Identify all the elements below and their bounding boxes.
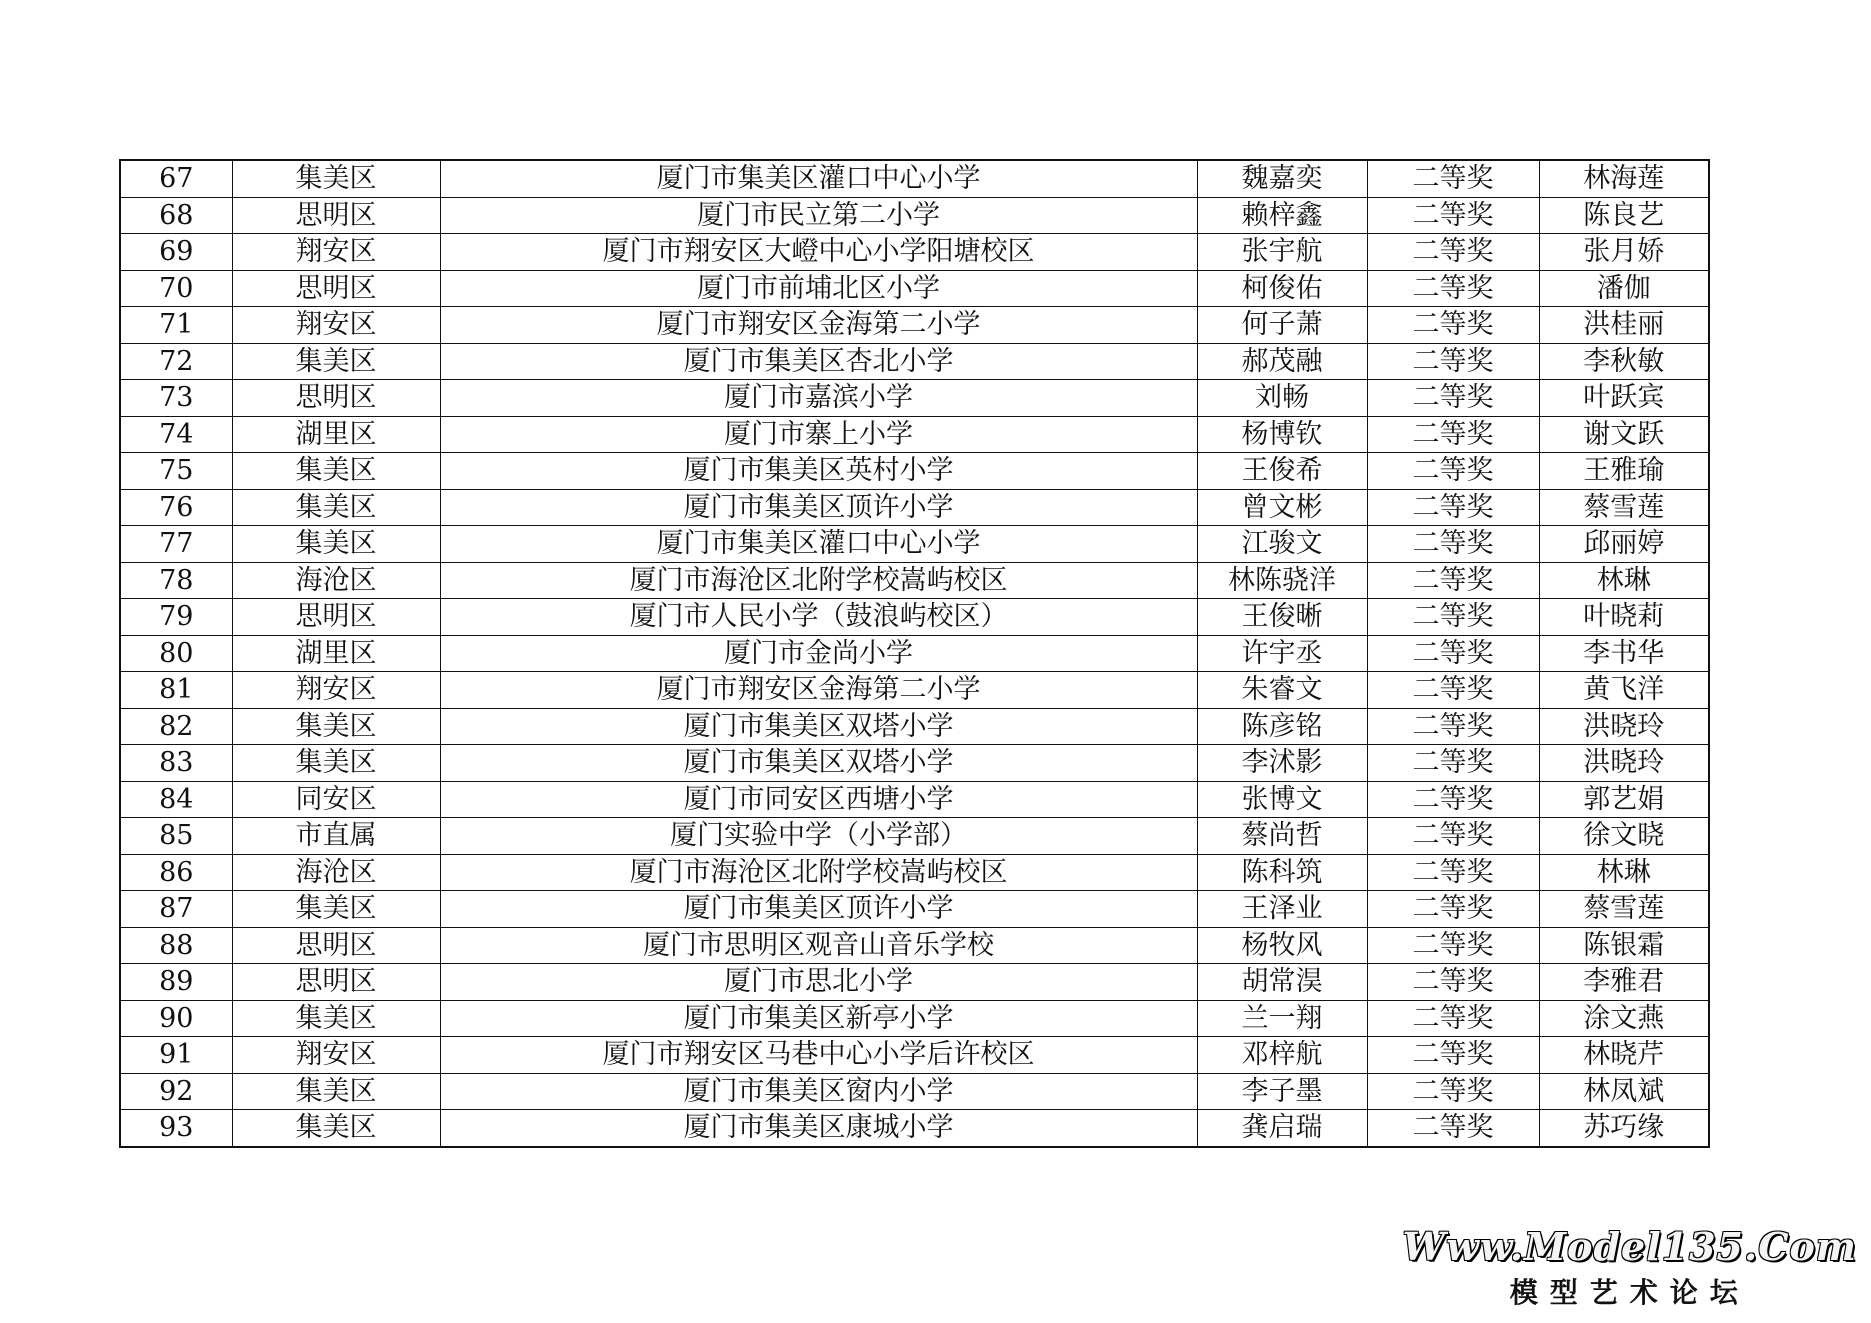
row-number-cell: 83 <box>120 745 232 782</box>
row-number-cell: 81 <box>120 672 232 709</box>
student-name-cell: 李子墨 <box>1197 1073 1367 1110</box>
district-cell: 海沧区 <box>232 562 440 599</box>
student-name-cell: 赖梓鑫 <box>1197 197 1367 234</box>
teacher-name-cell: 叶晓莉 <box>1539 599 1709 636</box>
table-row <box>120 1110 1709 1147</box>
school-name-cell: 厦门市金尚小学 <box>440 635 1197 672</box>
student-name-cell: 杨牧风 <box>1197 927 1367 964</box>
school-name-cell: 厦门市集美区康城小学 <box>440 1110 1197 1147</box>
table-row <box>120 489 1709 526</box>
award-level-cell: 二等奖 <box>1367 891 1539 928</box>
school-name-cell: 厦门市集美区灌口中心小学 <box>440 160 1197 197</box>
district-cell: 同安区 <box>232 781 440 818</box>
award-level-cell: 二等奖 <box>1367 343 1539 380</box>
award-level-cell: 二等奖 <box>1367 964 1539 1001</box>
row-number-cell: 74 <box>120 416 232 453</box>
award-level-cell: 二等奖 <box>1367 562 1539 599</box>
student-name-cell: 兰一翔 <box>1197 1000 1367 1037</box>
table-row <box>120 927 1709 964</box>
row-number-cell: 89 <box>120 964 232 1001</box>
teacher-name-cell: 张月娇 <box>1539 234 1709 271</box>
school-name-cell: 厦门市思北小学 <box>440 964 1197 1001</box>
student-name-cell: 张博文 <box>1197 781 1367 818</box>
school-name-cell: 厦门市海沧区北附学校嵩屿校区 <box>440 854 1197 891</box>
district-cell: 集美区 <box>232 160 440 197</box>
teacher-name-cell: 林琳 <box>1539 854 1709 891</box>
teacher-name-cell: 洪桂丽 <box>1539 307 1709 344</box>
student-name-cell: 陈彦铭 <box>1197 708 1367 745</box>
school-name-cell: 厦门市集美区新亭小学 <box>440 1000 1197 1037</box>
teacher-name-cell: 谢文跃 <box>1539 416 1709 453</box>
school-name-cell: 厦门市集美区双塔小学 <box>440 745 1197 782</box>
student-name-cell: 胡常淏 <box>1197 964 1367 1001</box>
table-row <box>120 1073 1709 1110</box>
table-row <box>120 1000 1709 1037</box>
row-number-cell: 72 <box>120 343 232 380</box>
school-name-cell: 厦门市海沧区北附学校嵩屿校区 <box>440 562 1197 599</box>
row-number-cell: 91 <box>120 1037 232 1074</box>
row-number-cell: 85 <box>120 818 232 855</box>
table-row <box>120 635 1709 672</box>
teacher-name-cell: 林琳 <box>1539 562 1709 599</box>
teacher-name-cell: 苏巧缘 <box>1539 1110 1709 1147</box>
row-number-cell: 84 <box>120 781 232 818</box>
district-cell: 思明区 <box>232 197 440 234</box>
row-number-cell: 68 <box>120 197 232 234</box>
award-level-cell: 二等奖 <box>1367 708 1539 745</box>
row-number-cell: 80 <box>120 635 232 672</box>
student-name-cell: 张宇航 <box>1197 234 1367 271</box>
district-cell: 海沧区 <box>232 854 440 891</box>
district-cell: 思明区 <box>232 599 440 636</box>
award-level-cell: 二等奖 <box>1367 1000 1539 1037</box>
teacher-name-cell: 徐文晓 <box>1539 818 1709 855</box>
watermark-site: Www.Model135.Com <box>1402 1224 1857 1269</box>
award-level-cell: 二等奖 <box>1367 1110 1539 1147</box>
district-cell: 翔安区 <box>232 672 440 709</box>
school-name-cell: 厦门市集美区窗内小学 <box>440 1073 1197 1110</box>
teacher-name-cell: 林晓芹 <box>1539 1037 1709 1074</box>
student-name-cell: 李沭影 <box>1197 745 1367 782</box>
award-level-cell: 二等奖 <box>1367 781 1539 818</box>
school-name-cell: 厦门市思明区观音山音乐学校 <box>440 927 1197 964</box>
district-cell: 翔安区 <box>232 1037 440 1074</box>
row-number-cell: 73 <box>120 380 232 417</box>
table-row <box>120 234 1709 271</box>
award-list-body <box>120 160 1709 1147</box>
row-number-cell: 90 <box>120 1000 232 1037</box>
school-name-cell: 厦门市集美区顶许小学 <box>440 891 1197 928</box>
teacher-name-cell: 洪晓玲 <box>1539 708 1709 745</box>
table-row <box>120 416 1709 453</box>
table-row <box>120 1037 1709 1074</box>
teacher-name-cell: 陈良艺 <box>1539 197 1709 234</box>
teacher-name-cell: 李雅君 <box>1539 964 1709 1001</box>
student-name-cell: 陈科筑 <box>1197 854 1367 891</box>
table-row <box>120 160 1709 197</box>
award-level-cell: 二等奖 <box>1367 635 1539 672</box>
table-row <box>120 708 1709 745</box>
student-name-cell: 许宇丞 <box>1197 635 1367 672</box>
award-level-cell: 二等奖 <box>1367 197 1539 234</box>
student-name-cell: 杨博钦 <box>1197 416 1367 453</box>
student-name-cell: 王俊晰 <box>1197 599 1367 636</box>
district-cell: 集美区 <box>232 891 440 928</box>
table-row <box>120 270 1709 307</box>
award-level-cell: 二等奖 <box>1367 307 1539 344</box>
student-name-cell: 何子萧 <box>1197 307 1367 344</box>
student-name-cell: 曾文彬 <box>1197 489 1367 526</box>
school-name-cell: 厦门市集美区双塔小学 <box>440 708 1197 745</box>
student-name-cell: 王泽业 <box>1197 891 1367 928</box>
award-level-cell: 二等奖 <box>1367 1037 1539 1074</box>
table-row <box>120 197 1709 234</box>
award-level-cell: 二等奖 <box>1367 745 1539 782</box>
watermark-name: 模型艺术论坛 <box>1509 1276 1750 1309</box>
table-row <box>120 526 1709 563</box>
school-name-cell: 厦门市翔安区马巷中心小学后许校区 <box>440 1037 1197 1074</box>
district-cell: 湖里区 <box>232 416 440 453</box>
student-name-cell: 刘畅 <box>1197 380 1367 417</box>
school-name-cell: 厦门市集美区灌口中心小学 <box>440 526 1197 563</box>
row-number-cell: 87 <box>120 891 232 928</box>
district-cell: 集美区 <box>232 708 440 745</box>
table-row <box>120 380 1709 417</box>
row-number-cell: 79 <box>120 599 232 636</box>
award-level-cell: 二等奖 <box>1367 599 1539 636</box>
school-name-cell: 厦门实验中学（小学部） <box>440 818 1197 855</box>
school-name-cell: 厦门市同安区西塘小学 <box>440 781 1197 818</box>
district-cell: 集美区 <box>232 745 440 782</box>
table-row <box>120 891 1709 928</box>
row-number-cell: 76 <box>120 489 232 526</box>
row-number-cell: 92 <box>120 1073 232 1110</box>
teacher-name-cell: 蔡雪莲 <box>1539 891 1709 928</box>
teacher-name-cell: 叶跃宾 <box>1539 380 1709 417</box>
student-name-cell: 林陈骁洋 <box>1197 562 1367 599</box>
row-number-cell: 88 <box>120 927 232 964</box>
row-number-cell: 77 <box>120 526 232 563</box>
award-level-cell: 二等奖 <box>1367 854 1539 891</box>
row-number-cell: 82 <box>120 708 232 745</box>
award-level-cell: 二等奖 <box>1367 453 1539 490</box>
table-row <box>120 307 1709 344</box>
teacher-name-cell: 李秋敏 <box>1539 343 1709 380</box>
student-name-cell: 龚启瑞 <box>1197 1110 1367 1147</box>
district-cell: 翔安区 <box>232 234 440 271</box>
table-row <box>120 343 1709 380</box>
student-name-cell: 郝茂融 <box>1197 343 1367 380</box>
award-level-cell: 二等奖 <box>1367 1073 1539 1110</box>
school-name-cell: 厦门市寨上小学 <box>440 416 1197 453</box>
school-name-cell: 厦门市嘉滨小学 <box>440 380 1197 417</box>
school-name-cell: 厦门市翔安区金海第二小学 <box>440 672 1197 709</box>
student-name-cell: 王俊希 <box>1197 453 1367 490</box>
district-cell: 思明区 <box>232 380 440 417</box>
teacher-name-cell: 陈银霜 <box>1539 927 1709 964</box>
district-cell: 集美区 <box>232 453 440 490</box>
award-level-cell: 二等奖 <box>1367 818 1539 855</box>
school-name-cell: 厦门市前埔北区小学 <box>440 270 1197 307</box>
award-level-cell: 二等奖 <box>1367 672 1539 709</box>
district-cell: 思明区 <box>232 964 440 1001</box>
table-row <box>120 745 1709 782</box>
award-level-cell: 二等奖 <box>1367 927 1539 964</box>
teacher-name-cell: 王雅瑜 <box>1539 453 1709 490</box>
teacher-name-cell: 黄飞洋 <box>1539 672 1709 709</box>
student-name-cell: 邓梓航 <box>1197 1037 1367 1074</box>
school-name-cell: 厦门市集美区英村小学 <box>440 453 1197 490</box>
table-row <box>120 599 1709 636</box>
table-row <box>120 818 1709 855</box>
award-level-cell: 二等奖 <box>1367 270 1539 307</box>
district-cell: 市直属 <box>232 818 440 855</box>
district-cell: 集美区 <box>232 1000 440 1037</box>
district-cell: 思明区 <box>232 270 440 307</box>
row-number-cell: 67 <box>120 160 232 197</box>
teacher-name-cell: 郭艺娟 <box>1539 781 1709 818</box>
row-number-cell: 75 <box>120 453 232 490</box>
teacher-name-cell: 李书华 <box>1539 635 1709 672</box>
school-name-cell: 厦门市翔安区大嶝中心小学阳塘校区 <box>440 234 1197 271</box>
award-level-cell: 二等奖 <box>1367 526 1539 563</box>
teacher-name-cell: 潘伽 <box>1539 270 1709 307</box>
district-cell: 思明区 <box>232 927 440 964</box>
row-number-cell: 86 <box>120 854 232 891</box>
district-cell: 集美区 <box>232 343 440 380</box>
school-name-cell: 厦门市集美区顶许小学 <box>440 489 1197 526</box>
district-cell: 集美区 <box>232 1073 440 1110</box>
district-cell: 集美区 <box>232 526 440 563</box>
award-level-cell: 二等奖 <box>1367 380 1539 417</box>
district-cell: 翔安区 <box>232 307 440 344</box>
award-level-cell: 二等奖 <box>1367 234 1539 271</box>
teacher-name-cell: 林凤斌 <box>1539 1073 1709 1110</box>
district-cell: 集美区 <box>232 1110 440 1147</box>
award-level-cell: 二等奖 <box>1367 489 1539 526</box>
award-list-table <box>119 159 1710 1148</box>
award-level-cell: 二等奖 <box>1367 160 1539 197</box>
row-number-cell: 93 <box>120 1110 232 1147</box>
row-number-cell: 78 <box>120 562 232 599</box>
teacher-name-cell: 洪晓玲 <box>1539 745 1709 782</box>
teacher-name-cell: 涂文燕 <box>1539 1000 1709 1037</box>
table-row <box>120 964 1709 1001</box>
site-watermark <box>1403 1224 1857 1311</box>
teacher-name-cell: 林海莲 <box>1539 160 1709 197</box>
district-cell: 集美区 <box>232 489 440 526</box>
school-name-cell: 厦门市民立第二小学 <box>440 197 1197 234</box>
teacher-name-cell: 邱丽婷 <box>1539 526 1709 563</box>
row-number-cell: 70 <box>120 270 232 307</box>
district-cell: 湖里区 <box>232 635 440 672</box>
table-row <box>120 562 1709 599</box>
table-row <box>120 672 1709 709</box>
row-number-cell: 71 <box>120 307 232 344</box>
award-level-cell: 二等奖 <box>1367 416 1539 453</box>
teacher-name-cell: 蔡雪莲 <box>1539 489 1709 526</box>
student-name-cell: 江骏文 <box>1197 526 1367 563</box>
student-name-cell: 柯俊佑 <box>1197 270 1367 307</box>
school-name-cell: 厦门市集美区杏北小学 <box>440 343 1197 380</box>
table-row <box>120 453 1709 490</box>
table-row <box>120 781 1709 818</box>
table-row <box>120 854 1709 891</box>
row-number-cell: 69 <box>120 234 232 271</box>
student-name-cell: 魏嘉奕 <box>1197 160 1367 197</box>
school-name-cell: 厦门市人民小学（鼓浪屿校区） <box>440 599 1197 636</box>
school-name-cell: 厦门市翔安区金海第二小学 <box>440 307 1197 344</box>
student-name-cell: 朱睿文 <box>1197 672 1367 709</box>
student-name-cell: 蔡尚哲 <box>1197 818 1367 855</box>
